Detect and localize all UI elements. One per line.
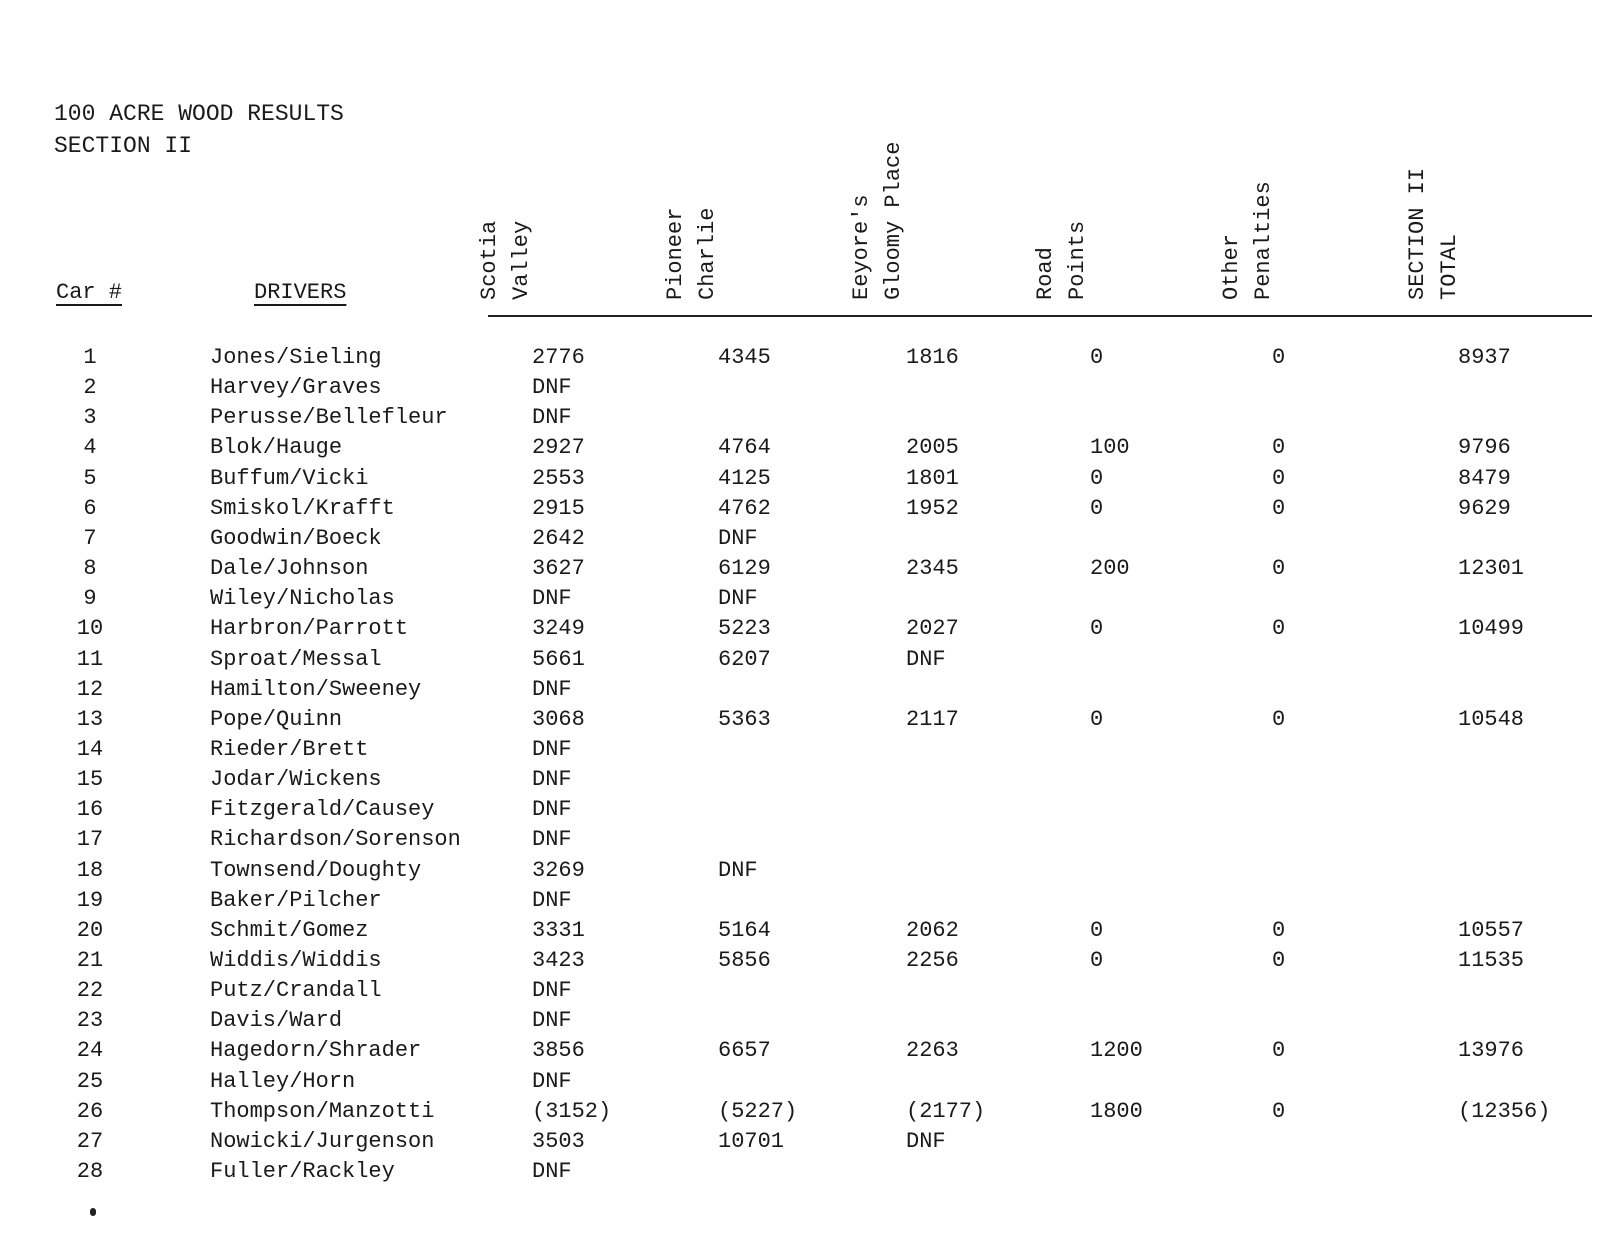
pioneer-charlie-cell: 4125: [718, 465, 771, 491]
road-points-cell: 0: [1090, 465, 1104, 491]
car-number-cell: 21: [76, 948, 104, 973]
pioneer-charlie-cell: (5227): [718, 1098, 798, 1124]
eeyores-cell: 2027: [906, 616, 959, 642]
car-number-cell: 11: [76, 646, 104, 672]
drivers-cell: Fuller/Rackley: [210, 1159, 395, 1185]
table-row: [0, 345, 1600, 375]
scotia-valley-cell: DNF: [532, 827, 572, 853]
drivers-cell: Fitzgerald/Causey: [210, 797, 435, 823]
drivers-cell: Davis/Ward: [210, 1008, 343, 1034]
car-number-cell: 10: [76, 616, 104, 642]
car-number-cell: 6: [83, 495, 97, 521]
drivers-cell: Dale/Johnson: [210, 556, 369, 582]
drivers-cell: Goodwin/Boeck: [210, 525, 382, 551]
car-number-cell: 19: [76, 887, 104, 913]
table-row: [0, 435, 1600, 465]
car-number-cell: 14: [76, 736, 104, 762]
table-row: [0, 858, 1600, 888]
car-number-cell: 5: [83, 465, 97, 491]
car-number-cell: 12: [76, 676, 104, 702]
table-row: [0, 1008, 1600, 1038]
scotia-valley-cell: DNF: [532, 405, 572, 431]
scotia-valley-cell: 2642: [532, 525, 585, 551]
car-number-cell: 28: [76, 1159, 104, 1185]
car-number-cell: 7: [83, 525, 97, 551]
pioneer-charlie-cell: 5856: [718, 948, 771, 973]
table-row: [0, 1069, 1600, 1099]
road-points-cell: 0: [1090, 948, 1104, 973]
section-total-cell: 12301: [1458, 556, 1525, 582]
scotia-valley-cell: DNF: [532, 797, 572, 823]
title-line-1: 100 ACRE WOOD RESULTS: [54, 101, 344, 127]
scotia-valley-cell: 3331: [532, 917, 585, 943]
pioneer-charlie-cell: 5363: [718, 706, 771, 732]
car-number-cell: 15: [76, 767, 104, 793]
section-total-cell: 10548: [1458, 706, 1525, 732]
drivers-cell: Smiskol/Krafft: [210, 495, 395, 521]
section-total-cell: 10499: [1458, 616, 1525, 642]
other-penalties-cell: 0: [1272, 495, 1286, 521]
road-points-cell: 1200: [1090, 1038, 1143, 1064]
scotia-valley-cell: 5661: [532, 646, 585, 672]
car-number-cell: 20: [76, 917, 104, 943]
pioneer-charlie-cell: DNF: [718, 525, 758, 551]
section-total-cell: 8479: [1458, 465, 1511, 491]
pioneer-charlie-cell: 6129: [718, 556, 771, 582]
drivers-cell: Jones/Sieling: [210, 345, 382, 370]
scotia-valley-cell: 3627: [532, 556, 585, 582]
car-number-cell: 27: [76, 1128, 104, 1154]
drivers-cell: Hamilton/Sweeney: [210, 676, 422, 702]
table-row: [0, 888, 1600, 918]
table-row: [0, 737, 1600, 767]
eeyores-cell: DNF: [906, 646, 946, 672]
drivers-cell: Pope/Quinn: [210, 706, 343, 732]
table-row: [0, 1159, 1600, 1189]
other-penalties-cell: 0: [1272, 1038, 1286, 1064]
pioneer-charlie-cell: 6207: [718, 646, 771, 672]
eeyores-cell: 2256: [906, 948, 959, 973]
drivers-cell: Hagedorn/Shrader: [210, 1038, 422, 1064]
drivers-cell: Widdis/Widdis: [210, 948, 382, 973]
scotia-valley-cell: 3423: [532, 948, 585, 973]
car-number-cell: 13: [76, 706, 104, 732]
scotia-valley-cell: DNF: [532, 1008, 572, 1034]
road-points-cell: 1800: [1090, 1098, 1143, 1124]
eeyores-cell: 1801: [906, 465, 959, 491]
road-points-cell: 0: [1090, 706, 1104, 732]
other-penalties-cell: 0: [1272, 465, 1286, 491]
other-penalties-cell: 0: [1272, 917, 1286, 943]
drivers-cell: Perusse/Bellefleur: [210, 405, 448, 431]
table-row: [0, 556, 1600, 586]
car-number-cell: 24: [76, 1038, 104, 1064]
table-row: [0, 647, 1600, 677]
scotia-valley-cell: DNF: [532, 1159, 572, 1185]
table-row: [0, 526, 1600, 556]
road-points-cell: 100: [1090, 435, 1130, 461]
car-number-cell: 26: [76, 1098, 104, 1124]
pioneer-charlie-cell: DNF: [718, 857, 758, 883]
scotia-valley-cell: 2915: [532, 495, 585, 521]
eeyores-cell: 2263: [906, 1038, 959, 1064]
section-total-cell: 11535: [1458, 948, 1525, 973]
drivers-cell: Blok/Hauge: [210, 435, 343, 461]
section-total-cell: 10557: [1458, 917, 1525, 943]
table-row: [0, 767, 1600, 797]
table-row: [0, 827, 1600, 857]
scotia-valley-cell: DNF: [532, 586, 572, 612]
table-row: [0, 1129, 1600, 1159]
other-penalties-cell: 0: [1272, 435, 1286, 461]
pioneer-charlie-cell: 4764: [718, 435, 771, 461]
car-number-cell: 17: [76, 827, 104, 853]
pioneer-charlie-cell: 10701: [718, 1128, 785, 1154]
section-total-cell: 9629: [1458, 495, 1511, 521]
drivers-cell: Rieder/Brett: [210, 736, 369, 762]
eeyores-cell: 2117: [906, 706, 959, 732]
eeyores-cell: 2062: [906, 917, 959, 943]
table-row: [0, 677, 1600, 707]
other-penalties-cell: 0: [1272, 616, 1286, 642]
car-number-cell: 1: [83, 345, 97, 370]
road-points-cell: 0: [1090, 345, 1104, 370]
drivers-cell: Sproat/Messal: [210, 646, 382, 672]
header-drivers: DRIVERS: [254, 280, 347, 305]
header-car-number: Car #: [56, 280, 123, 305]
drivers-cell: Townsend/Doughty: [210, 857, 422, 883]
table-row: [0, 586, 1600, 616]
scotia-valley-cell: 2553: [532, 465, 585, 491]
scotia-valley-cell: 2776: [532, 345, 585, 370]
scotia-valley-cell: DNF: [532, 1068, 572, 1094]
section-total-cell: 9796: [1458, 435, 1511, 461]
car-number-cell: 9: [83, 586, 97, 612]
scotia-valley-cell: 3856: [532, 1038, 585, 1064]
drivers-cell: Halley/Horn: [210, 1068, 356, 1094]
car-number-cell: 23: [76, 1008, 104, 1034]
car-number-cell: 2: [83, 375, 97, 401]
section-total-cell: (12356): [1458, 1098, 1551, 1124]
drivers-cell: Buffum/Vicki: [210, 465, 369, 491]
eeyores-cell: 1816: [906, 345, 959, 370]
section-total-cell: 13976: [1458, 1038, 1525, 1064]
drivers-cell: Harbron/Parrott: [210, 616, 409, 642]
scotia-valley-cell: DNF: [532, 676, 572, 702]
drivers-cell: Jodar/Wickens: [210, 767, 382, 793]
other-penalties-cell: 0: [1272, 345, 1286, 370]
drivers-cell: Schmit/Gomez: [210, 917, 369, 943]
drivers-cell: Putz/Crandall: [210, 978, 382, 1004]
table-row: [0, 948, 1600, 978]
table-row: [0, 466, 1600, 496]
table-row: [0, 405, 1600, 435]
eeyores-cell: 2345: [906, 556, 959, 582]
table-row: [0, 616, 1600, 646]
car-number-cell: 25: [76, 1068, 104, 1094]
table-row: [0, 978, 1600, 1008]
drivers-cell: Richardson/Sorenson: [210, 827, 461, 853]
drivers-cell: Harvey/Graves: [210, 375, 382, 401]
drivers-cell: Thompson/Manzotti: [210, 1098, 435, 1124]
pioneer-charlie-cell: 6657: [718, 1038, 771, 1064]
stray-mark: [90, 1208, 96, 1216]
eeyores-cell: (2177): [906, 1098, 986, 1124]
car-number-cell: 16: [76, 797, 104, 823]
eeyores-cell: DNF: [906, 1128, 946, 1154]
drivers-cell: Baker/Pilcher: [210, 887, 382, 913]
pioneer-charlie-cell: 4762: [718, 495, 771, 521]
table-row: [0, 1038, 1600, 1068]
scotia-valley-cell: 3068: [532, 706, 585, 732]
road-points-cell: 200: [1090, 556, 1130, 582]
scotia-valley-cell: 3503: [532, 1128, 585, 1154]
eeyores-cell: 2005: [906, 435, 959, 461]
scotia-valley-cell: DNF: [532, 375, 572, 401]
pioneer-charlie-cell: 5164: [718, 917, 771, 943]
table-row: [0, 496, 1600, 526]
pioneer-charlie-cell: 5223: [718, 616, 771, 642]
header-rule: [488, 315, 1592, 317]
pioneer-charlie-cell: DNF: [718, 586, 758, 612]
other-penalties-cell: 0: [1272, 1098, 1286, 1124]
scotia-valley-cell: DNF: [532, 978, 572, 1004]
scotia-valley-cell: DNF: [532, 736, 572, 762]
car-number-cell: 4: [83, 435, 97, 461]
car-number-cell: 18: [76, 857, 104, 883]
document-title: [54, 98, 344, 162]
title-line-2: SECTION II: [54, 133, 193, 159]
scotia-valley-cell: 3269: [532, 857, 585, 883]
road-points-cell: 0: [1090, 917, 1104, 943]
car-number-cell: 22: [76, 978, 104, 1004]
car-number-cell: 3: [83, 405, 97, 431]
drivers-cell: Nowicki/Jurgenson: [210, 1128, 435, 1154]
scotia-valley-cell: (3152): [532, 1098, 612, 1124]
scotia-valley-cell: DNF: [532, 767, 572, 793]
other-penalties-cell: 0: [1272, 948, 1286, 973]
other-penalties-cell: 0: [1272, 706, 1286, 732]
road-points-cell: 0: [1090, 495, 1104, 521]
other-penalties-cell: 0: [1272, 556, 1286, 582]
road-points-cell: 0: [1090, 616, 1104, 642]
scotia-valley-cell: 2927: [532, 435, 585, 461]
pioneer-charlie-cell: 4345: [718, 345, 771, 370]
table-row: [0, 797, 1600, 827]
scotia-valley-cell: 3249: [532, 616, 585, 642]
scotia-valley-cell: DNF: [532, 887, 572, 913]
car-number-cell: 8: [83, 556, 97, 582]
drivers-cell: Wiley/Nicholas: [210, 586, 395, 612]
table-row: [0, 375, 1600, 405]
table-row: [0, 707, 1600, 737]
eeyores-cell: 1952: [906, 495, 959, 521]
table-row: [0, 918, 1600, 948]
table-row: [0, 1099, 1600, 1129]
section-total-cell: 8937: [1458, 345, 1511, 370]
